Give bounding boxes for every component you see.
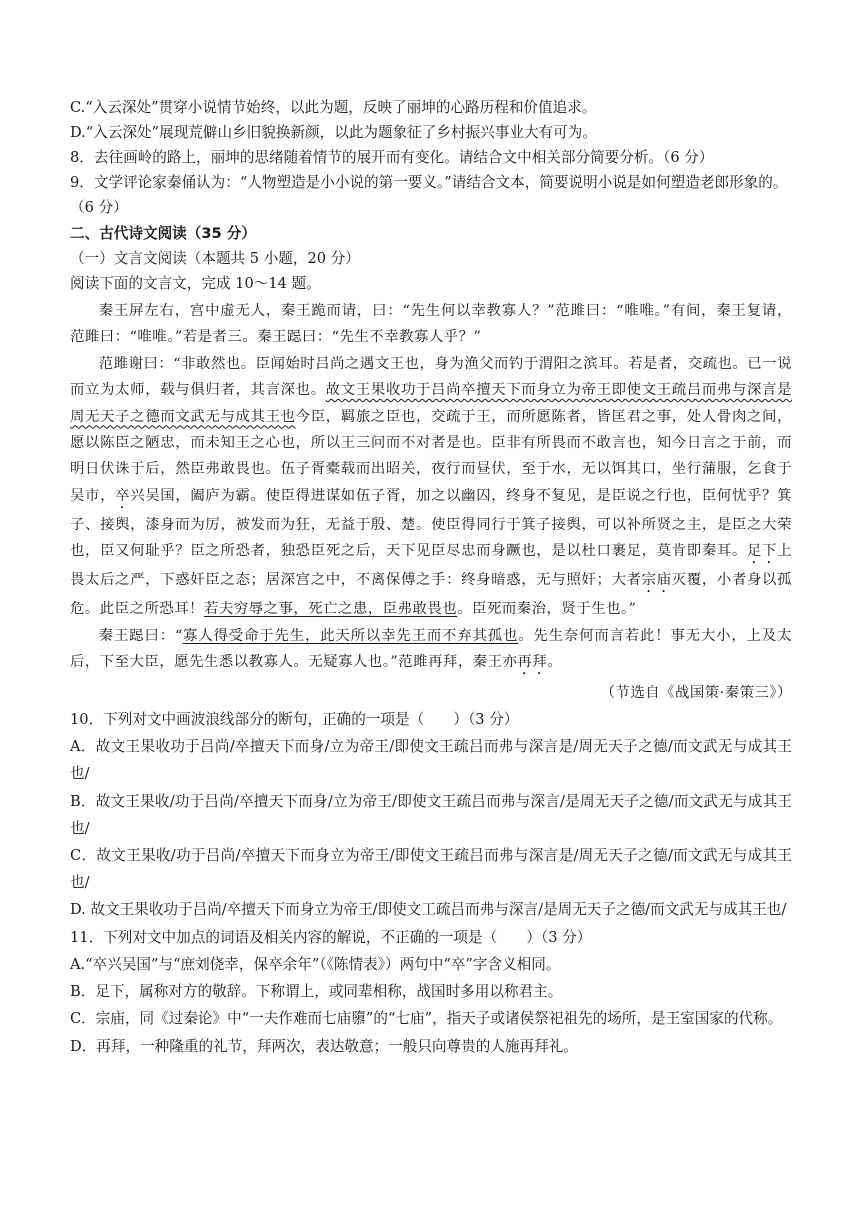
- passage-source: （节选自《战国策·秦策三》）: [600, 685, 792, 702]
- option-c-q7: C.“入云深处”贯穿小说情节始终，以此为题，反映了丽坤的心路历程和价值追求。: [70, 99, 597, 116]
- classical-passage: [70, 298, 792, 706]
- question-9: 9．文学评论家秦俑认为：“人物塑造是小小说的第一要义。”请结合文本，简要说明小说是如何塑造老郎形象的。（6 分）: [70, 174, 788, 216]
- wavy-underlined-sentence: 故文王果收功于吕尚卒擅天下而身立为帝王即使文王疏吕而弗与深言是周无天子之德而文武无与成其王也: [70, 382, 792, 425]
- passage-paragraph-2: [70, 351, 792, 623]
- question-8: 8．去往画岭的路上，丽坤的思绪随着情节的展开而有变化。请结合文中相关部分简要分析。（6 分）: [70, 149, 714, 166]
- passage-text: 秦王跽曰：“: [98, 627, 183, 644]
- passage-text: 。臣死而秦治，贤于生也。”: [457, 601, 637, 618]
- section-heading: 二、古代诗文阅读（35 分）: [70, 225, 256, 242]
- passage-text: 范雎谢曰：“非敢然也。臣闻始时吕尚之遇文王也，身为渔父而钓于渭阳之滨耳。若是者，交疏也。已一说而立为太师，载与俱归者，其言深也。: [70, 355, 792, 399]
- question-11-option-a: A.“卒兴吴国”与“庶刘侥幸，保卒余年”（《陈情表》）两句中“卒”字含义相同。: [70, 955, 561, 973]
- question-10-option-c: C．故文王果收/功于吕尚/卒擅天下而身立为帝王/即使文王疏吕而弗与深言是/周无天子之德/而文武无与成其王也/: [70, 847, 792, 892]
- passage-text: 灭覆，小者身以孤危。此臣之所恐耳！: [70, 572, 792, 618]
- dotted-word-zuxia: 足下: [746, 543, 778, 560]
- question-11-option-d: D．再拜，一种隆重的礼节，拜两次，表达敬意；一般只向尊贵的人施再拜礼。: [70, 1037, 578, 1055]
- passage-paragraph-3: [70, 623, 792, 678]
- passage-text: 上畏太后之严，下惑奸臣之态；居深宫之中，不离保傅之手：终身暗惑，无与照奸；大者: [70, 543, 792, 589]
- question-11-stem: 11．下列对文中加点的词语及相关内容的解说，不正确的一项是（ ）（3 分）: [70, 928, 592, 946]
- passage-text: 兴吴国，阖庐为霸。使臣得进谋如伍子胥，加之以幽囚，终身不复见，是臣说之行也，臣何忧乎？箕子、接舆，漆身而为厉，被发而为狂，无益于殷、楚。使臣得同行于箕子接舆，可以补所贤之主，是臣之大荣也，臣又何耻乎？臣之所恐者，独恐臣死之后，天下见臣尽忠而身蹶也，是以杜口裹足，莫肯即秦耳。: [70, 487, 792, 560]
- underlined-sentence-1: 若夫穷辱之事，死亡之患，臣弗敢畏也: [204, 601, 458, 618]
- subsection-heading: （一）文言文阅读（本题共 5 小题，20 分）: [70, 250, 360, 267]
- dotted-word-zaibai: 再拜: [517, 654, 548, 671]
- exam-page: [70, 95, 792, 1060]
- question-11-option-c: C．宗庙，同《过秦论》中“一夫作难而七庙隳”的“七庙”，指天子或诸侯祭祀祖先的场所，是王室国家的代称。: [70, 1010, 783, 1028]
- dotted-word-zu: 卒: [115, 487, 131, 504]
- passage-text: 。先生奈何而言若此！事无大小，上及太后，下至大臣，愿先生悉以教寡人。无疑寡人也。”范雎再拜，秦王亦: [70, 627, 792, 671]
- question-11-option-b: B．足下，属称对方的敬辞。下称谓上，或同辈相称，战国时多用以称君主。: [70, 983, 563, 1001]
- reading-instruction: 阅读下面的文言文，完成 10～14 题。: [70, 275, 321, 292]
- question-10-option-b: B．故文王果收/功于吕尚/卒擅天下而身/立为帝王/即使文王疏吕而弗与深言/是周无天子之德/而文武无与成其王也/: [70, 792, 792, 837]
- question-10-option-d: D. 故文王果收功于吕尚/卒擅天下而身立为帝王/即使文工疏吕而弗与深言/是周无天子之德/而文武无与成其王也/: [70, 901, 787, 919]
- question-10-stem: 10．下列对文中画波浪线部分的断句，正确的一项是（ ）（3 分）: [70, 711, 519, 729]
- passage-paragraph-1: 秦王屏左右，宫中虚无人，秦王跪而请，曰：“先生何以幸教寡人？”范雎曰：“唯唯。”有间，秦王复请，范雎曰：“唯唯。”若是者三。秦王跽曰：“先生不幸教寡人乎？”: [70, 303, 792, 346]
- passage-text: 今臣，羁旅之臣也，交疏于王，而所愿陈者，皆匡君之事，处人骨肉之间，愿以陈臣之陋忠，而未知王之心也，所以王三问而不对者是也。臣非有所畏而不敢言也，知今日言之于前，而明日伏诛于后，然臣弗敢畏也。伍子胥橐载而出昭关，夜行而昼伏，至于水，无以饵其口，坐行蒲服，乞食于吴市，: [70, 408, 792, 504]
- underlined-sentence-2: 寡人得受命于先生，此天所以幸先王而不弃其孤也: [182, 627, 519, 644]
- question-10-option-a: A．故文王果收功于吕尚/卒擅天下而身/立为帝王/即使文王疏吕而弗与深言是/周无天子之德/而文武无与成其王也/: [70, 738, 792, 783]
- dotted-word-zongmiao: 宗庙: [641, 572, 672, 589]
- option-d-q7: D.“入云深处”展现荒僻山乡旧貌换新颜，以此为题象征了乡村振兴事业大有可为。: [70, 124, 597, 141]
- passage-text: 。: [547, 654, 563, 671]
